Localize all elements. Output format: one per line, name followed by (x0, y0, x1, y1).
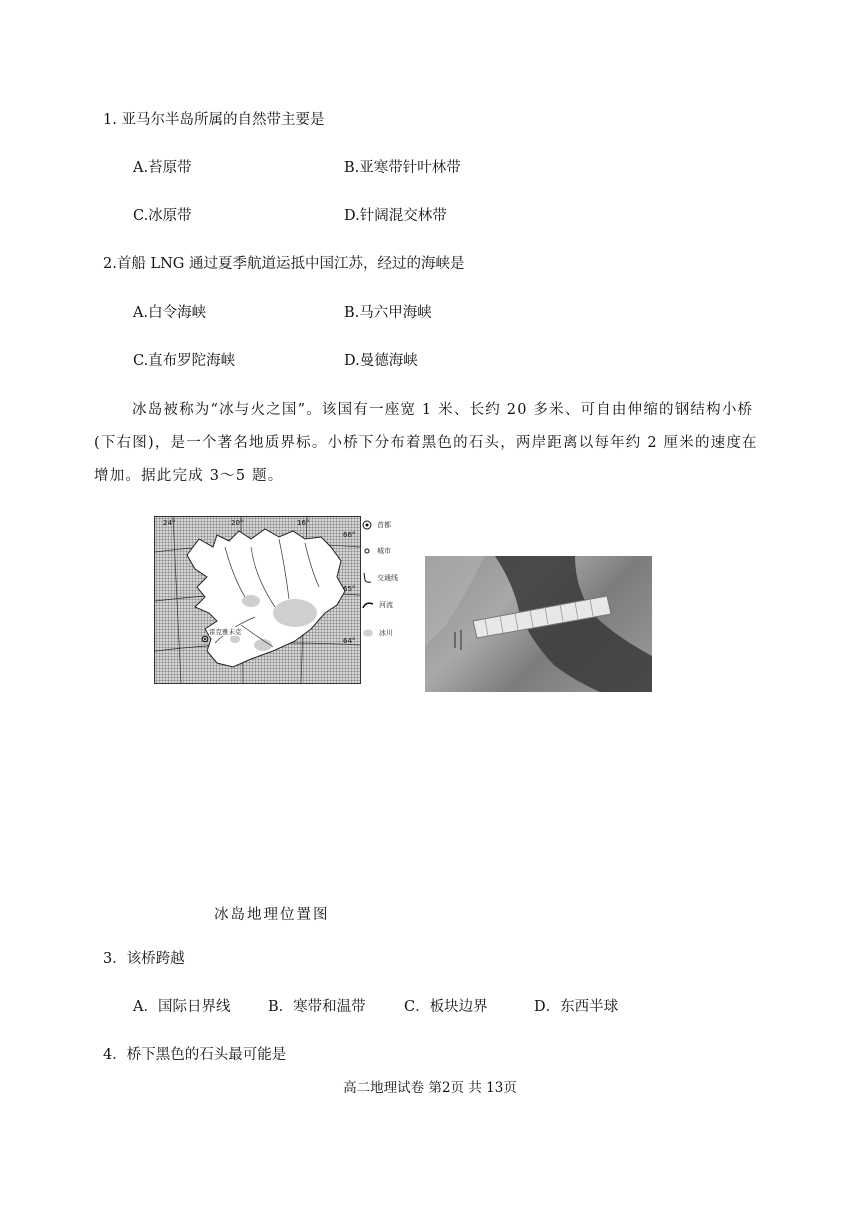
q1-option-a: A.苔原带 (133, 160, 192, 176)
river-icon (362, 600, 374, 610)
q1-option-c: C.冰原带 (133, 208, 192, 224)
q1-option-d: D.针阔混交林带 (344, 208, 447, 224)
iceland-map (154, 516, 361, 684)
transport-line-icon (362, 572, 372, 584)
q2-option-d: D.曼德海峡 (344, 353, 418, 369)
iceland-map-svg (155, 517, 360, 683)
legend-river: 河流 (362, 600, 393, 610)
city-icon (362, 546, 372, 556)
legend-city: 城市 (362, 546, 391, 556)
question-1-stem: 1. 亚马尔半岛所属的自然带主要是 (103, 112, 325, 128)
q3-option-b: B．寒带和温带 (268, 999, 366, 1015)
question-2-stem: 2.首船 LNG 通过夏季航道运抵中国江苏，经过的海峡是 (103, 256, 465, 272)
q3-option-a: A．国际日界线 (133, 999, 231, 1015)
q3-option-d: D．东西半球 (534, 999, 619, 1015)
legend-transport: 交通线 (362, 572, 398, 584)
bridge-photo (425, 556, 652, 692)
page-footer: 高二地理试卷 第2页 共 13页 (343, 1080, 517, 1096)
map-caption: 冰岛地理位置图 (214, 907, 330, 923)
q2-option-b: B.马六甲海峡 (344, 305, 432, 321)
lat-label-64: 64° (343, 637, 356, 645)
lat-label-65: 65° (343, 585, 356, 593)
city-label: 雷克雅未克 (209, 628, 242, 636)
reading-passage (94, 394, 764, 493)
q2-option-a: A.白令海峡 (133, 305, 207, 321)
legend-capital: 首都 (362, 520, 391, 530)
q1-option-b: B.亚寒带针叶林带 (344, 160, 461, 176)
map-legend (362, 516, 422, 682)
lon-label-24: 24° (163, 519, 176, 527)
question-3-stem: 3．该桥跨越 (103, 951, 185, 967)
lon-label-16: 16° (297, 519, 310, 527)
passage-text: 冰岛被称为“冰与火之国”。该国有一座宽 1 米、长约 20 多米、可自由伸缩的钢结构小桥(下右图)，是一个著名地质界标。小桥下分布着黑色的石头，两岸距离以每年约 2 厘米的速度在增加。据此完成 3～5 题。 (94, 402, 758, 484)
bridge-photo-svg (425, 556, 652, 692)
capital-icon (362, 520, 372, 530)
q2-option-c: C.直布罗陀海峡 (133, 353, 236, 369)
lat-label-66: 66° (343, 531, 356, 539)
question-4-stem: 4．桥下黑色的石头最可能是 (103, 1047, 287, 1063)
q3-option-c: C．板块边界 (404, 999, 488, 1015)
glacier-icon (362, 628, 374, 638)
lon-label-20: 20° (231, 519, 244, 527)
legend-glacier: 冰川 (362, 628, 393, 638)
